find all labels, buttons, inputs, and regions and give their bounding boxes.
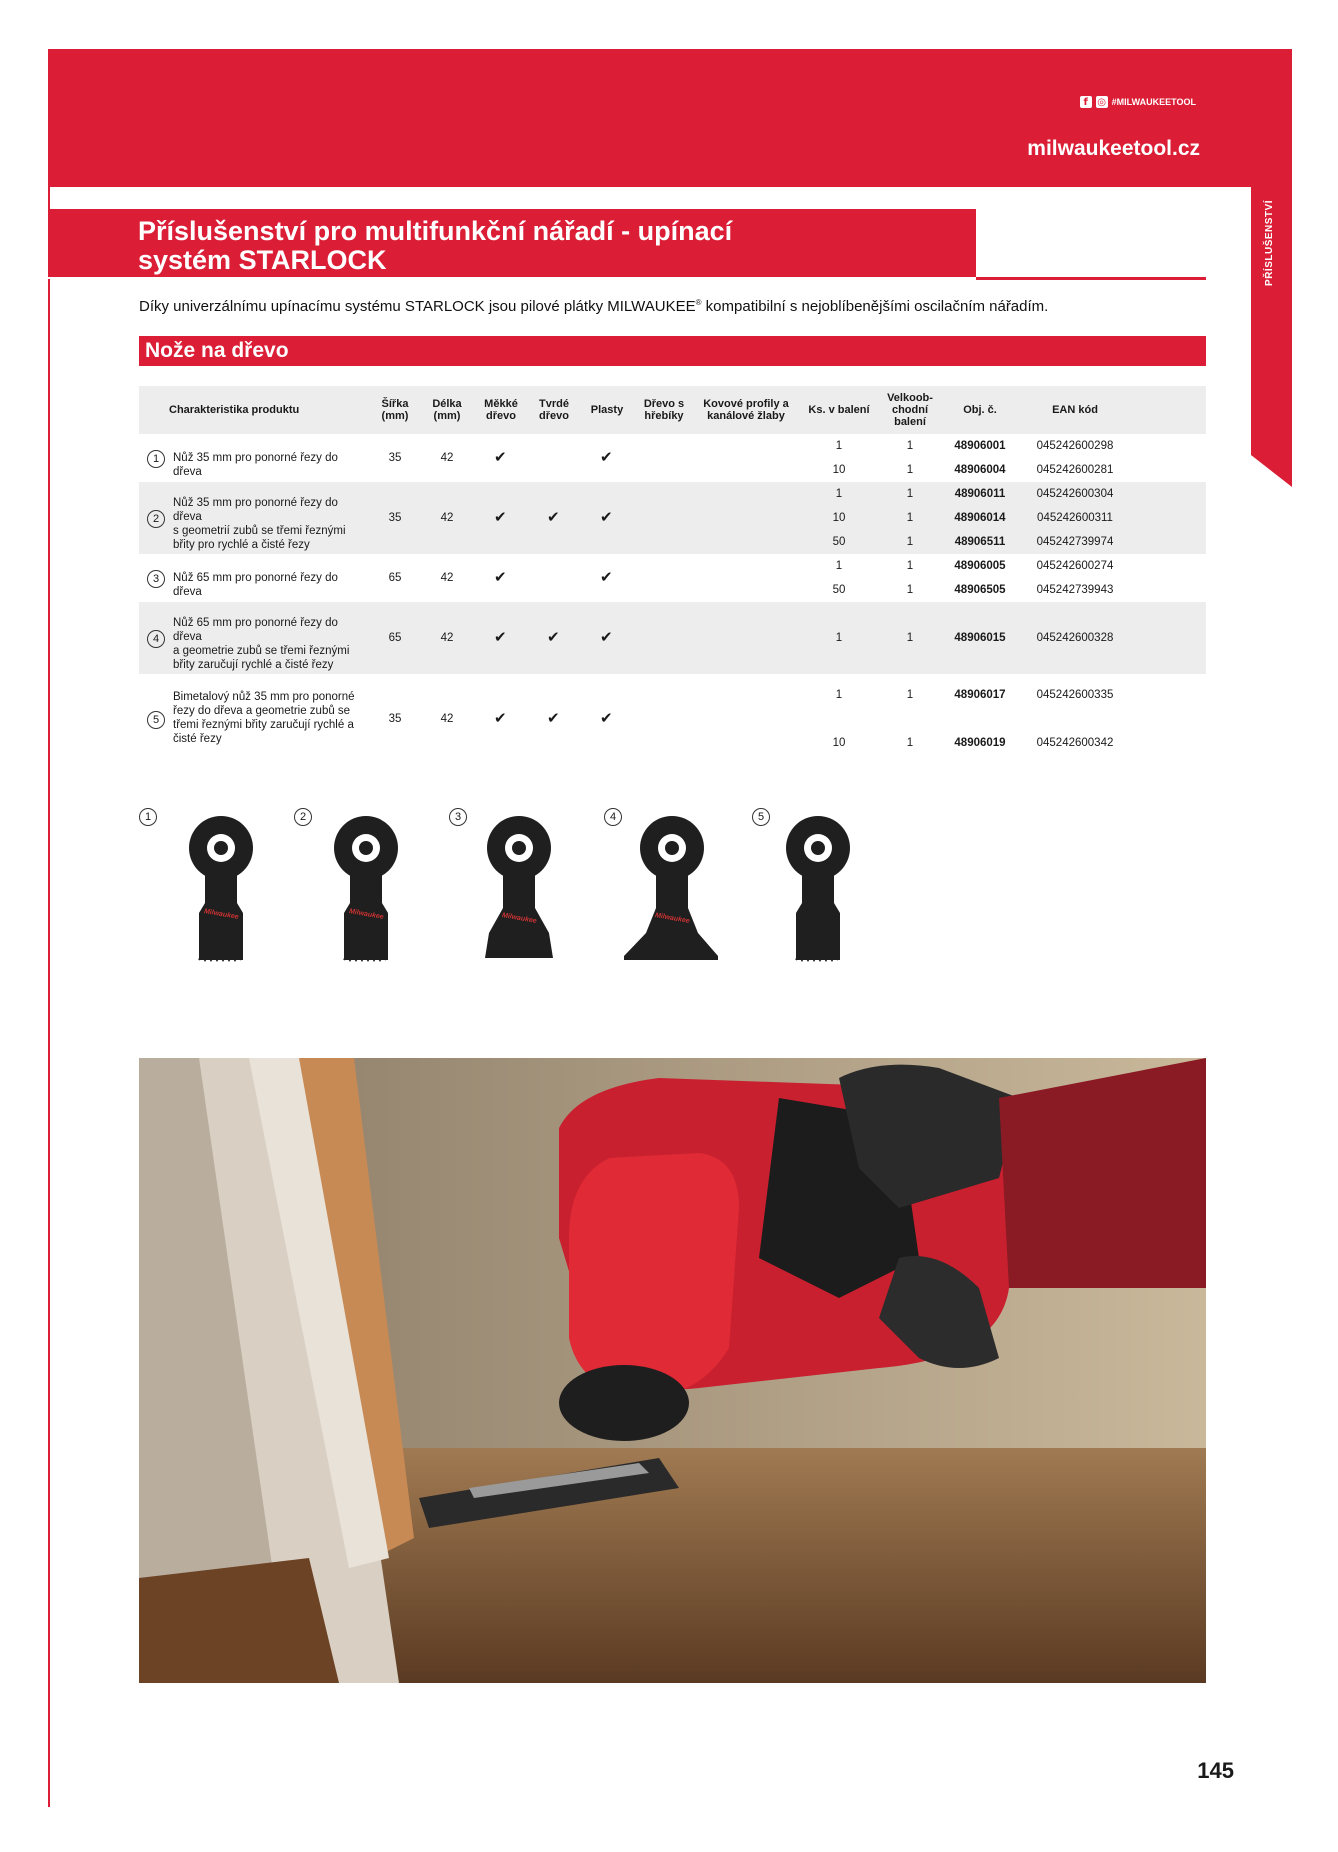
bulk-qty: 1: [906, 584, 914, 596]
product-group: [139, 482, 1206, 554]
pack-qty: 10: [832, 464, 846, 476]
thumbnail-number: 5: [752, 808, 770, 826]
blade-narrow-image: [324, 808, 434, 968]
bulk-qty: 1: [906, 512, 914, 524]
col-header-pack: Ks. v balení: [808, 404, 870, 416]
check-mark: ✔: [600, 568, 613, 586]
thumbnail-number: 2: [294, 808, 312, 826]
bulk-qty: 1: [906, 737, 914, 749]
header-banner: [48, 49, 1292, 187]
product-group: [139, 434, 1206, 482]
svg-text:Milwaukee: Milwaukee: [654, 912, 691, 926]
sidebar-tab-fold: [1251, 455, 1292, 487]
product-number: 2: [147, 510, 165, 528]
ean-code: 045242739943: [1036, 584, 1114, 596]
col-header-hardwood: Tvrdé dřevo: [539, 398, 569, 422]
product-width: 35: [388, 713, 402, 725]
blade-wide-flared-image: [614, 808, 734, 968]
pack-qty: 50: [832, 536, 846, 548]
col-header-bulk: Velkoob- chodní balení: [887, 392, 933, 428]
col-header-metal: Kovové profily a kanálové žlaby: [703, 398, 789, 422]
bulk-qty: 1: [906, 464, 914, 476]
product-length: 42: [440, 572, 454, 584]
pack-qty: 50: [832, 584, 846, 596]
product-table: [139, 386, 1206, 764]
col-header-width: Šířka (mm): [381, 398, 409, 422]
svg-text:Milwaukee: Milwaukee: [348, 908, 385, 922]
svg-text:Milwaukee: Milwaukee: [501, 912, 538, 926]
col-header-ean: EAN kód: [1052, 404, 1098, 416]
blade-wide-image: [471, 808, 581, 968]
pack-qty: 1: [835, 488, 843, 500]
product-width: 65: [388, 632, 402, 644]
product-group: [139, 674, 1206, 764]
check-mark: ✔: [494, 448, 507, 466]
check-mark: ✔: [494, 508, 507, 526]
product-width: 65: [388, 572, 402, 584]
check-mark: ✔: [494, 568, 507, 586]
product-group: [139, 602, 1206, 674]
product-group: [139, 554, 1206, 602]
ean-code: 045242600298: [1036, 440, 1114, 452]
page-title-line2: systém STARLOCK: [138, 245, 387, 275]
pack-qty: 10: [832, 512, 846, 524]
ean-code: 045242600281: [1036, 464, 1114, 476]
order-code: 48906011: [954, 488, 1006, 500]
col-header-plastic: Plasty: [590, 404, 624, 416]
check-mark: ✔: [600, 508, 613, 526]
product-number: 5: [147, 711, 165, 729]
svg-text:Milwaukee: Milwaukee: [203, 908, 240, 922]
order-code: 48906015: [954, 632, 1006, 644]
page-number: 145: [1197, 1758, 1234, 1783]
ean-code: 045242600304: [1036, 488, 1114, 500]
product-length: 42: [440, 632, 454, 644]
product-length: 42: [440, 713, 454, 725]
order-code: 48906019: [954, 737, 1006, 749]
check-mark: ✔: [547, 709, 560, 727]
order-code: 48906014: [954, 512, 1006, 524]
col-header-product: Charakteristika produktu: [169, 404, 300, 416]
product-number: 3: [147, 570, 165, 588]
order-code: 48906511: [954, 536, 1006, 548]
section-title: Nože na dřevo: [139, 336, 1206, 366]
bulk-qty: 1: [906, 632, 914, 644]
ean-code: 045242600328: [1036, 632, 1114, 644]
product-description: Nůž 65 mm pro ponorné řezy do dřeva: [173, 572, 338, 598]
product-photo: [139, 1058, 1206, 1683]
blade-narrow-image: [776, 808, 886, 968]
social-links: [1080, 96, 1196, 108]
bulk-qty: 1: [906, 560, 914, 572]
check-mark: ✔: [494, 709, 507, 727]
col-header-length: Délka (mm): [432, 398, 462, 422]
ean-code: 045242600335: [1036, 689, 1114, 701]
bulk-qty: 1: [906, 536, 914, 548]
product-description: Bimetalový nůž 35 mm pro ponorné řezy do dřeva a geometrie zubů se třemi řeznými břity zaručují rychlé a čisté řezy: [173, 691, 355, 745]
ean-code: 045242600274: [1036, 560, 1114, 572]
product-number: 1: [147, 450, 165, 468]
facebook-icon[interactable]: f: [1080, 96, 1092, 108]
product-description: Nůž 35 mm pro ponorné řezy do dřeva: [173, 452, 338, 478]
check-mark: ✔: [600, 628, 613, 646]
check-mark: ✔: [600, 709, 613, 727]
order-code: 48906004: [954, 464, 1006, 476]
pack-qty: 1: [835, 440, 843, 452]
product-description: Nůž 65 mm pro ponorné řezy do dřeva a geometrie zubů se třemi řeznými břity zaručují rychlé a čisté řezy: [173, 617, 350, 671]
title-box: [48, 209, 976, 279]
intro-paragraph: Díky univerzálnímu upínacímu systému STARLOCK jsou pilové plátky MILWAUKEE® kompatibilní s nejoblíbenějšími oscilačním nářadím.: [139, 298, 1049, 315]
product-number: 4: [147, 630, 165, 648]
pack-qty: 1: [835, 560, 843, 572]
sidebar-label: PŘÍSLUŠENSTVÍ: [1264, 200, 1275, 286]
order-code: 48906005: [954, 560, 1006, 572]
title-rule: [976, 277, 1206, 280]
multitool-in-use-image: [139, 1058, 1206, 1683]
pack-qty: 10: [832, 737, 846, 749]
page-title: [138, 217, 732, 275]
product-description: Nůž 35 mm pro ponorné řezy do dřeva s geometrií zubů se třemi řeznými břity pro rychlé a čisté řezy: [173, 497, 346, 551]
thumbnail-number: 4: [604, 808, 622, 826]
check-mark: ✔: [547, 508, 560, 526]
product-width: 35: [388, 452, 402, 464]
order-code: 48906001: [954, 440, 1006, 452]
order-code: 48906505: [954, 584, 1006, 596]
blade-narrow-image: [179, 808, 289, 968]
bulk-qty: 1: [906, 440, 914, 452]
pack-qty: 1: [835, 689, 843, 701]
pack-qty: 1: [835, 632, 843, 644]
col-header-code: Obj. č.: [963, 404, 997, 416]
check-mark: ✔: [547, 628, 560, 646]
product-length: 42: [440, 452, 454, 464]
ean-code: 045242600342: [1036, 737, 1114, 749]
left-rule: [48, 187, 50, 1807]
bulk-qty: 1: [906, 488, 914, 500]
check-mark: ✔: [494, 628, 507, 646]
product-width: 35: [388, 512, 402, 524]
hashtag: #MILWAUKEETOOL: [1111, 97, 1196, 107]
thumbnail-number: 1: [139, 808, 157, 826]
check-mark: ✔: [600, 448, 613, 466]
instagram-icon[interactable]: ◎: [1097, 96, 1107, 108]
page-title-line1: Příslušenství pro multifunkční nářadí - upínací: [138, 216, 733, 246]
col-header-nailwood: Dřevo s hřebíky: [643, 398, 685, 422]
table-header: [139, 386, 1206, 434]
bulk-qty: 1: [906, 689, 914, 701]
site-url[interactable]: milwaukeetool.cz: [1027, 137, 1200, 160]
ean-code: 045242600311: [1037, 512, 1113, 524]
thumbnail-number: 3: [449, 808, 467, 826]
ean-code: 045242739974: [1036, 536, 1114, 548]
col-header-softwood: Měkké dřevo: [484, 398, 518, 422]
order-code: 48906017: [954, 689, 1006, 701]
product-length: 42: [440, 512, 454, 524]
